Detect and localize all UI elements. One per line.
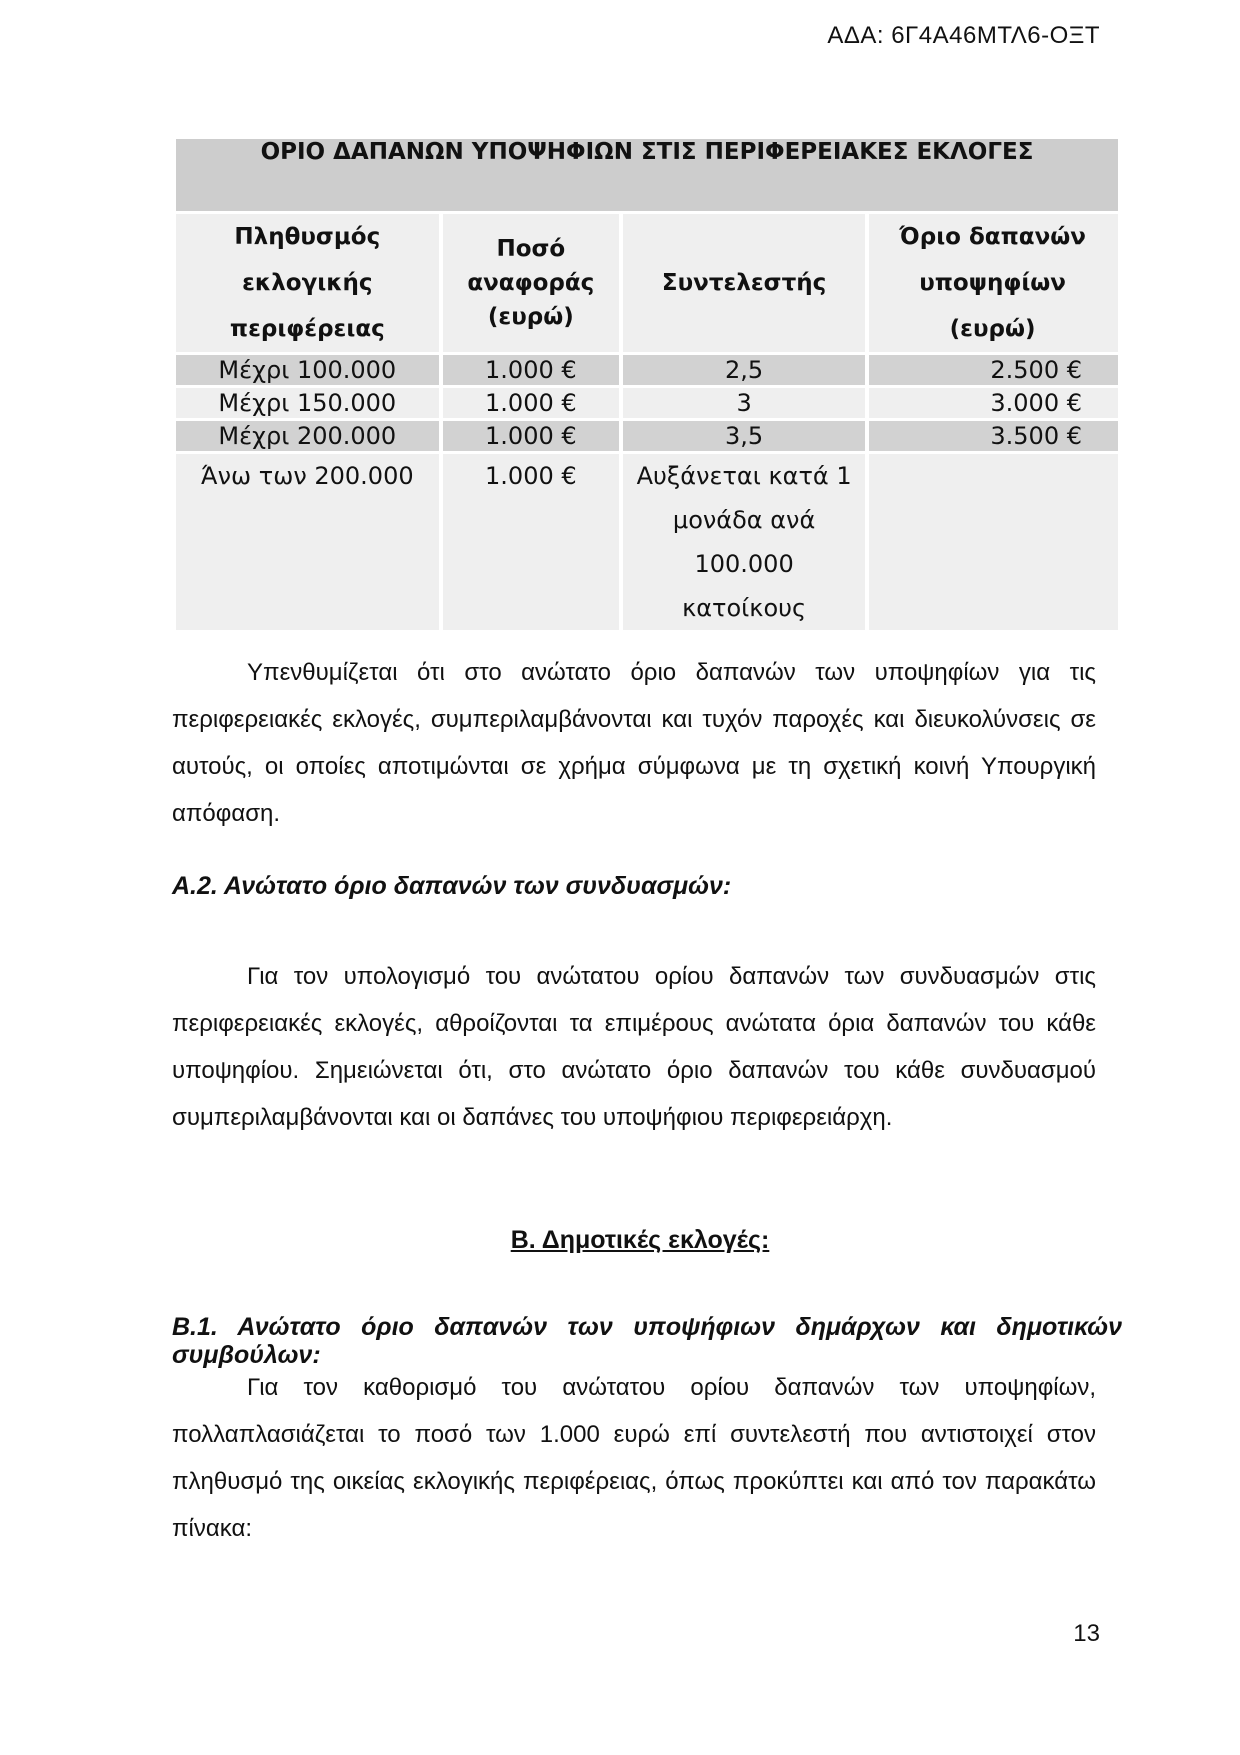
table-header-row (176, 214, 1118, 352)
cell-population: Μέχρι 150.000 (176, 388, 439, 418)
cell-amount: 1.000 € (443, 421, 619, 451)
cell-coefficient: 3 (623, 388, 865, 418)
cell-coefficient: 3,5 (623, 421, 865, 451)
table-row (176, 355, 1118, 385)
cell-limit: 3.500 € (869, 421, 1118, 451)
cell-amount: 1.000 € (443, 454, 619, 630)
spending-limits-table (172, 136, 1122, 633)
page-number: 13 (1073, 1620, 1100, 1647)
table-row (176, 421, 1118, 451)
cell-coefficient: 2,5 (623, 355, 865, 385)
b1-heading: Β.1. Ανώτατο όριο δαπανών των υποψήφιων δημάρχων και δημοτικών συμβούλων: (172, 1313, 1122, 1369)
b1-paragraph: Για τον καθορισμό του ανώτατου ορίου δαπανών των υποψηφίων, πολλαπλασιάζεται το ποσό των 1.000 ευρώ επί συντελεστή που αντιστοιχεί στον πληθυσμό της οικείας εκλογικής περιφέρειας, όπως προκύπτει και από τον παρακάτω πίνακα: (172, 1374, 1096, 1542)
cell-limit (869, 454, 1118, 630)
cell-amount: 1.000 € (443, 355, 619, 385)
reminder-paragraph: Υπενθυμίζεται ότι στο ανώτατο όριο δαπανών των υποψηφίων για τις περιφερειακές εκλογές, συμπεριλαμβάνονται και τυχόν παροχές και διευκολύνσεις σε αυτούς, οι οποίες αποτιμώνται σε χρήμα σύμφωνα με τη σχετική κοινή Υπουργική απόφαση. (172, 659, 1096, 827)
cell-amount: 1.000 € (443, 388, 619, 418)
table-title: ΟΡΙΟ ΔΑΠΑΝΩΝ ΥΠΟΨΗΦΙΩΝ ΣΤΙΣ ΠΕΡΙΦΕΡΕΙΑΚΕΣ ΕΚΛΟΓΕΣ (176, 139, 1118, 211)
section-b-heading: Β. Δημοτικές εκλογές: (510, 1226, 770, 1254)
a2-heading: Α.2. Ανώτατο όριο δαπανών των συνδυασμών: (172, 872, 732, 900)
table-row (176, 454, 1118, 630)
cell-population: Άνω των 200.000 (176, 454, 439, 630)
a2-paragraph: Για τον υπολογισμό του ανώτατου ορίου δαπανών των συνδυασμών στις περιφερειακές εκλογές, αθροίζονται τα επιμέρους ανώτατα όρια δαπανών του κάθε υποψηφίου. Σημειώνεται ότι, στο ανώτατο όριο δαπανών του κάθε συνδυασμού συμπεριλαμβάνονται και οι δαπάνες του υποψήφιου περιφερειάρχη. (172, 963, 1096, 1131)
header-reference-amount: Ποσό αναφοράς (ευρώ) (443, 214, 619, 352)
header-limit: Όριο δαπανών υποψηφίων (ευρώ) (869, 214, 1118, 352)
header-population: Πληθυσμός εκλογικής περιφέρειας (176, 214, 439, 352)
ada-code: ΑΔΑ: 6Γ4Α46ΜΤΛ6-ΟΞΤ (827, 22, 1100, 49)
cell-limit: 3.000 € (869, 388, 1118, 418)
cell-population: Μέχρι 100.000 (176, 355, 439, 385)
cell-coefficient: Αυξάνεται κατά 1 μονάδα ανά 100.000 κατοίκους (623, 454, 865, 630)
header-coefficient: Συντελεστής (623, 214, 865, 352)
table-row (176, 388, 1118, 418)
cell-population: Μέχρι 200.000 (176, 421, 439, 451)
cell-limit: 2.500 € (869, 355, 1118, 385)
